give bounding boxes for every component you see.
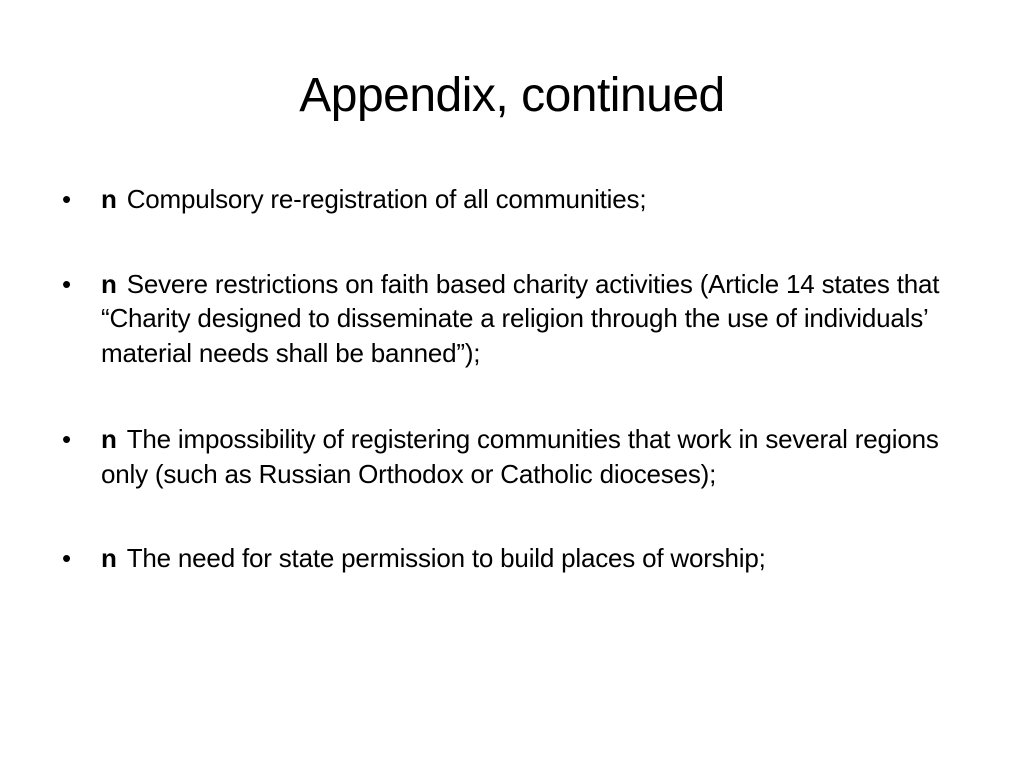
- bullet-text: The need for state permission to build places of worship;: [126, 543, 766, 573]
- bullet-marker: n: [101, 424, 117, 454]
- bullet-dot-icon: •: [62, 424, 71, 454]
- bullet-item: [62, 182, 962, 217]
- bullet-marker: n: [101, 184, 117, 214]
- bullet-item: [62, 541, 962, 576]
- bullet-marker: n: [101, 268, 117, 299]
- bullet-marker: n: [101, 543, 117, 573]
- bullet-text: Severe restrictions on faith based charity activities (Article 14 states that “Charity designed to disseminate a religion through the use of individuals’ material needs shall be banned”);: [101, 268, 940, 368]
- bullet-dot-icon: •: [62, 268, 71, 299]
- bullet-item: [62, 422, 962, 491]
- bullet-dot-icon: •: [62, 543, 71, 573]
- bullet-item: [62, 267, 962, 371]
- slide-title: Appendix, continued: [299, 69, 725, 122]
- bullet-dot-icon: •: [62, 184, 71, 214]
- bullet-text: Compulsory re-registration of all communities;: [126, 184, 647, 214]
- bullet-text: The impossibility of registering communities that work in several regions only (such as Russian Orthodox or Catholic dioceses);: [101, 424, 939, 489]
- bullet-list: [62, 182, 962, 626]
